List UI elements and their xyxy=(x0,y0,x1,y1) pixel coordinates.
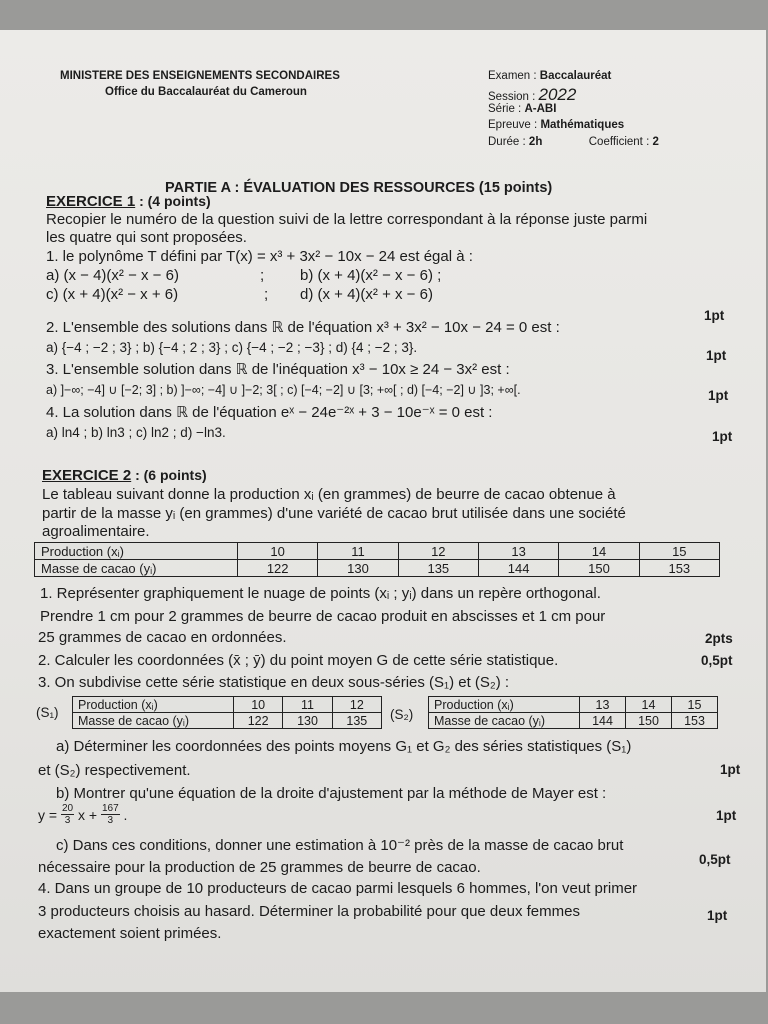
ex2-q1-line-2: Prendre 1 cm pour 2 grammes de beurre de cacao produit en abscisses et 1 cm pour xyxy=(40,608,606,625)
office-name: Office du Baccalauréat du Cameroun xyxy=(105,86,307,98)
s2-label: (S₂) xyxy=(390,707,414,722)
ex1-q1-sep-2: ; xyxy=(264,286,269,303)
ex1-q1-points: 1pt xyxy=(704,308,725,323)
ex2-q4-line-2: 3 producteurs choisis au hasard. Déterminer la probabilité pour que deux femmes xyxy=(38,903,580,920)
serie-label: Série : xyxy=(488,103,522,115)
ex2-q4-line-1: 4. Dans un groupe de 10 producteurs de cacao parmi lesquels 6 hommes, l'on veut primer xyxy=(38,880,638,897)
table-cell: 135 xyxy=(398,560,478,577)
fraction-167-3 xyxy=(101,803,120,826)
table-cell: 135 xyxy=(332,713,381,729)
table-cell: 144 xyxy=(580,713,626,729)
coef-value: 2 xyxy=(652,136,659,148)
table-row xyxy=(73,697,382,713)
session-label: Session : xyxy=(488,91,536,103)
fraction-numerator: 167 xyxy=(101,803,119,814)
table-row xyxy=(73,713,382,729)
ex2-q1-line-1: 1. Représenter graphiquement le nuage de points (xᵢ ; yᵢ) dans un repère orthogonal. xyxy=(40,585,601,602)
table-cell: 14 xyxy=(559,543,639,560)
ex1-q1-c: c) (x + 4)(x² − x + 6) xyxy=(46,286,179,303)
table-cell: 153 xyxy=(639,560,719,577)
data-table xyxy=(34,542,720,577)
ex2-q2-text: 2. Calculer les coordonnées (x̄ ; ȳ) du point moyen G de cette série statistique. xyxy=(38,652,559,669)
ex2-heading xyxy=(42,467,207,484)
serie-value: A-ABI xyxy=(524,103,557,115)
table-cell: 122 xyxy=(234,713,283,729)
ex1-points: : (4 points) xyxy=(135,193,211,209)
ex1-q3-text: 3. L'ensemble solution dans ℝ de l'inéquation x³ − 10x ≥ 24 − 3x² est : xyxy=(46,361,510,378)
duree-value: 2h xyxy=(528,136,543,148)
ex2-q3c-line-1: c) Dans ces conditions, donner une estimation à 10⁻² près de la masse de cacao brut xyxy=(56,837,624,854)
ex2-q3c-line-2: nécessaire pour la production de 25 grammes de beurre de cacao. xyxy=(38,859,481,876)
fraction-numerator: 20 xyxy=(61,803,74,814)
eq-end: . xyxy=(123,806,128,823)
table-cell: 11 xyxy=(283,697,332,713)
exam-sheet xyxy=(0,30,766,992)
table-row xyxy=(429,713,718,729)
ex1-q4-options: a) ln4 ; b) ln3 ; c) ln2 ; d) −ln3. xyxy=(46,425,226,440)
row-label-production: Production (xᵢ) xyxy=(35,543,238,560)
table-cell: 130 xyxy=(283,713,332,729)
ex2-q3c-points: 0,5pt xyxy=(699,852,731,867)
ex2-intro-2: partir de la masse yᵢ (en grammes) d'une variété de cacao brut utilisée dans une société xyxy=(42,505,626,522)
table-cell: 144 xyxy=(478,560,558,577)
eq-mid: x + xyxy=(77,806,98,823)
table-cell: 12 xyxy=(398,543,478,560)
s2-row-label-masse: Masse de cacao (yᵢ) xyxy=(429,713,580,729)
s1-row-label-masse: Masse de cacao (yᵢ) xyxy=(73,713,234,729)
ex2-points: : (6 points) xyxy=(131,467,207,483)
eq-lhs: y = xyxy=(38,806,58,823)
table-cell: 13 xyxy=(478,543,558,560)
table-cell: 13 xyxy=(580,697,626,713)
ex2-q2-points: 0,5pt xyxy=(701,653,733,668)
table-row xyxy=(35,543,720,560)
epreuve-value: Mathématiques xyxy=(540,119,625,131)
ex2-q3b-line-1: b) Montrer qu'une équation de la droite d'ajustement par la méthode de Mayer est : xyxy=(56,785,607,802)
ex2-q1-line-3: 25 grammes de cacao en ordonnées. xyxy=(38,629,287,646)
ex1-q2-options: a) {−4 ; −2 ; 3} ; b) {−4 ; 2 ; 3} ; c) {−4 ; −2 ; −3} ; d) {4 ; −2 ; 3}. xyxy=(46,340,418,355)
s2-row-label-production: Production (xᵢ) xyxy=(429,697,580,713)
table-row xyxy=(35,560,720,577)
ex2-q4-line-3: exactement soient primées. xyxy=(38,925,222,942)
table-cell: 10 xyxy=(238,543,318,560)
table-cell: 15 xyxy=(672,697,718,713)
ex1-q3-points: 1pt xyxy=(708,388,729,403)
table-cell: 10 xyxy=(234,697,283,713)
ex1-q2-points: 1pt xyxy=(706,348,727,363)
duree-label: Durée : xyxy=(488,136,526,148)
table-cell: 153 xyxy=(672,713,718,729)
partie-a-title: PARTIE A : ÉVALUATION DES RESSOURCES (15 points) xyxy=(165,180,553,196)
fraction-denominator: 3 xyxy=(64,815,71,826)
ex2-intro-1: Le tableau suivant donne la production xᵢ (en grammes) de beurre de cacao obtenue à xyxy=(42,486,616,503)
fraction-denominator: 3 xyxy=(107,815,114,826)
ex1-q4-points: 1pt xyxy=(712,429,733,444)
session-line xyxy=(488,85,576,105)
table-cell: 150 xyxy=(559,560,639,577)
ex2-q3a-points: 1pt xyxy=(720,762,741,777)
s1-label: (S₁) xyxy=(36,705,59,720)
ex1-q1-b: b) (x + 4)(x² − x − 6) ; xyxy=(300,267,442,284)
row-label-masse: Masse de cacao (yᵢ) xyxy=(35,560,238,577)
ex2-q1-points: 2pts xyxy=(705,631,733,646)
ex1-q3-options: a) ]−∞; −4] ∪ [−2; 3] ; b) ]−∞; −4] ∪ ]−2; 3[ ; c) [−4; −2] ∪ [3; +∞[ ; d) [−4; −2] ∪ ]3; +∞[. xyxy=(46,383,521,397)
ex2-q3a-line-2: et (S₂) respectivement. xyxy=(38,762,191,779)
examen-label: Examen : xyxy=(488,70,537,82)
ex1-q2-text: 2. L'ensemble des solutions dans ℝ de l'équation x³ + 3x² − 10x − 24 = 0 est : xyxy=(46,319,560,336)
fraction-20-3 xyxy=(61,803,74,826)
duree-line xyxy=(488,136,659,148)
ministry-name: MINISTERE DES ENSEIGNEMENTS SECONDAIRES xyxy=(60,70,340,82)
ex1-q4-text: 4. La solution dans ℝ de l'équation eˣ − 24e⁻²ˣ + 3 − 10e⁻ˣ = 0 est : xyxy=(46,404,493,421)
ex2-q4-points: 1pt xyxy=(707,908,728,923)
epreuve-label: Epreuve : xyxy=(488,119,538,131)
table-cell: 12 xyxy=(332,697,381,713)
serie-line xyxy=(488,103,556,115)
ex1-q1-sep-1: ; xyxy=(260,267,265,284)
ex2-q3b-points: 1pt xyxy=(716,808,737,823)
coef-label: Coefficient : xyxy=(588,136,650,148)
s2-table xyxy=(428,696,718,729)
ex1-intro-1: Recopier le numéro de la question suivi de la lettre correspondant à la réponse juste parmi xyxy=(46,211,648,228)
table-cell: 11 xyxy=(318,543,398,560)
ex1-q1-text: 1. le polynôme T défini par T(x) = x³ + 3x² − 10x − 24 est égal à : xyxy=(46,248,473,265)
ex2-title: EXERCICE 2 xyxy=(42,467,132,484)
ex1-title: EXERCICE 1 xyxy=(46,193,136,210)
session-value: 2022 xyxy=(538,85,577,104)
epreuve-line xyxy=(488,119,624,131)
ex1-q1-a: a) (x − 4)(x² − x − 6) xyxy=(46,267,179,284)
table-cell: 15 xyxy=(639,543,719,560)
s1-row-label-production: Production (xᵢ) xyxy=(73,697,234,713)
ex2-q3a-line-1: a) Déterminer les coordonnées des points moyens G₁ et G₂ des séries statistiques (S₁) xyxy=(56,738,632,755)
table-cell: 14 xyxy=(626,697,672,713)
table-cell: 122 xyxy=(238,560,318,577)
examen-line xyxy=(488,70,611,82)
table-cell: 150 xyxy=(626,713,672,729)
ex2-intro-3: agroalimentaire. xyxy=(42,523,150,540)
ex2-q3-text: 3. On subdivise cette série statistique en deux sous-séries (S₁) et (S₂) : xyxy=(38,674,510,691)
s1-table xyxy=(72,696,382,729)
ex1-intro-2: les quatre qui sont proposées. xyxy=(46,229,247,246)
ex1-q1-d: d) (x + 4)(x² + x − 6) xyxy=(300,286,433,303)
mayer-equation xyxy=(38,803,127,833)
examen-value: Baccalauréat xyxy=(539,70,612,82)
table-row xyxy=(429,697,718,713)
table-cell: 130 xyxy=(318,560,398,577)
ex1-heading xyxy=(46,193,211,210)
